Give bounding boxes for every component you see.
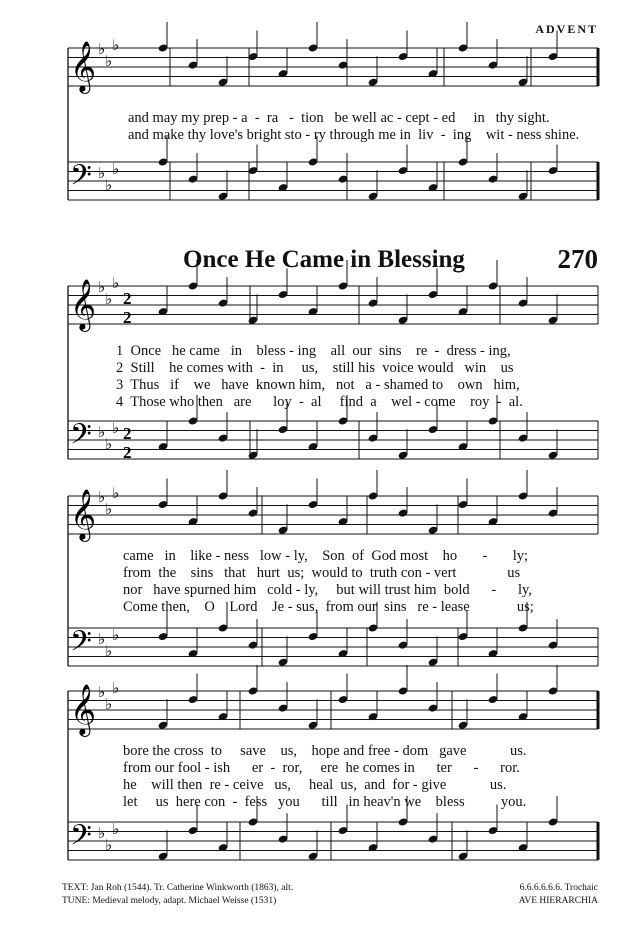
flat-icon: ♭ <box>112 276 120 292</box>
meter: 6.6.6.6.6.6. Trochaic <box>519 883 598 893</box>
previous-lyric-line-2: and make thy love's bright sto - ry through me in liv - ing wit - ness shine. <box>128 127 580 143</box>
flat-icon: ♭ <box>105 54 113 70</box>
verse-line-s1-1: 1 Once he came in bless - ing all our sins re - dress - ing, <box>116 343 511 359</box>
previous-lyric-line-1: and may my prep - a - ra - tion be well ac - cept - ed in thy sight. <box>128 110 550 126</box>
tune-name: AVE HIERARCHIA <box>518 896 598 906</box>
time-signature: 2 <box>123 308 132 327</box>
verse-line-s2-4: Come then, O Lord Je - sus, from our sins re - lease us; <box>123 599 534 615</box>
verse-line-s2-3: nor have spurned him cold - ly, but will trust him bold - ly, <box>123 582 532 598</box>
treble-clef-icon: 𝄞 <box>70 279 97 330</box>
flat-icon: ♭ <box>105 502 113 518</box>
flat-icon: ♭ <box>112 822 120 838</box>
text-credit: TEXT: Jan Roh (1544). Tr. Catherine Winkworth (1863), alt. <box>62 883 294 893</box>
flat-icon: ♭ <box>98 425 106 441</box>
time-signature: 2 <box>123 424 132 443</box>
flat-icon: ♭ <box>98 685 106 701</box>
flat-icon: ♭ <box>105 178 113 194</box>
bass-clef-icon: 𝄢 <box>70 159 92 199</box>
section-heading: ADVENT <box>535 22 598 36</box>
flat-icon: ♭ <box>98 166 106 182</box>
flat-icon: ♭ <box>98 632 106 648</box>
time-signature: 2 <box>123 289 132 308</box>
flat-icon: ♭ <box>98 42 106 58</box>
bass-clef-icon: 𝄢 <box>70 819 92 859</box>
bass-clef-icon: 𝄢 <box>70 418 92 458</box>
flat-icon: ♭ <box>98 280 106 296</box>
flat-icon: ♭ <box>105 697 113 713</box>
hymn-number: 270 <box>557 244 598 274</box>
flat-icon: ♭ <box>105 437 113 453</box>
treble-clef-icon: 𝄞 <box>70 489 97 540</box>
flat-icon: ♭ <box>98 490 106 506</box>
flat-icon: ♭ <box>112 421 120 437</box>
verse-line-s3-2: from our fool - ish er - ror, ere he comes in ter - ror. <box>123 760 520 776</box>
flat-icon: ♭ <box>112 162 120 178</box>
verse-line-s3-4: let us here con - fess you till in heav'n we bless you. <box>123 794 527 810</box>
treble-clef-icon: 𝄞 <box>70 684 97 735</box>
verse-line-s3-1: bore the cross to save us, hope and free - dom gave us. <box>123 743 527 759</box>
verse-line-s3-3: he will then re - ceive us, heal us, and for - give us. <box>123 777 507 793</box>
flat-icon: ♭ <box>112 681 120 697</box>
flat-icon: ♭ <box>112 38 120 54</box>
bass-clef-icon: 𝄢 <box>70 625 92 665</box>
verse-line-s2-2: from the sins that hurt us; would to truth con - vert us <box>123 565 521 581</box>
hymn-title: Once He Came in Blessing <box>183 246 465 273</box>
verse-line-s2-1: came in like - ness low - ly, Son of God most ho - ly; <box>123 548 529 564</box>
verse-line-s1-4: 4 Those who then are loy - al find a wel - come roy - al. <box>116 394 523 410</box>
flat-icon: ♭ <box>112 486 120 502</box>
flat-icon: ♭ <box>105 838 113 854</box>
verse-line-s1-3: 3 Thus if we have known him, not a - shamed to own him, <box>116 377 520 393</box>
flat-icon: ♭ <box>105 644 113 660</box>
flat-icon: ♭ <box>105 292 113 308</box>
tune-credit: TUNE: Medieval melody, adapt. Michael Weisse (1531) <box>62 896 277 906</box>
treble-clef-icon: 𝄞 <box>70 41 97 92</box>
flat-icon: ♭ <box>112 628 120 644</box>
time-signature: 2 <box>123 443 132 462</box>
flat-icon: ♭ <box>98 826 106 842</box>
verse-line-s1-2: 2 Still he comes with - in us, still his voice would win us <box>116 360 514 376</box>
